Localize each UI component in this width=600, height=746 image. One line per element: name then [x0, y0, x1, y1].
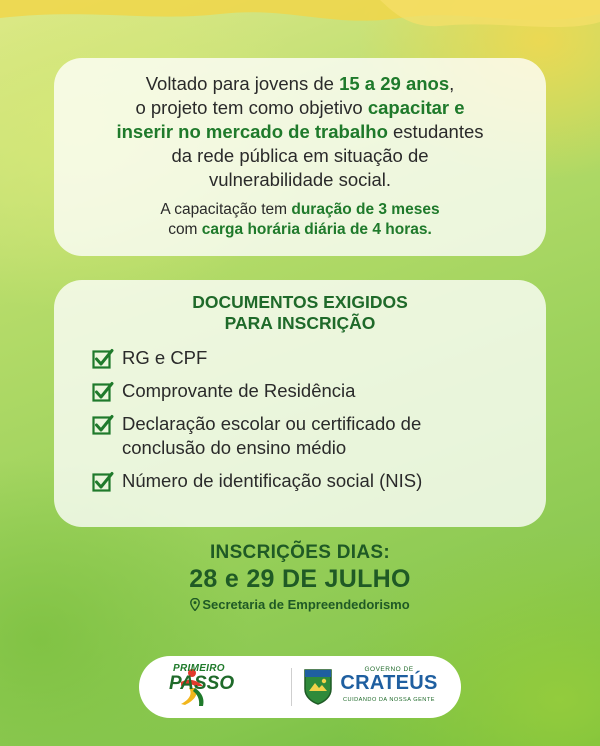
registration-title: INSCRIÇÕES DIAS:: [209, 542, 391, 563]
documents-card: [54, 280, 546, 527]
document-item: [92, 412, 532, 460]
intro-line-5: vulnerabilidade social.: [208, 169, 392, 190]
document-item: [92, 379, 532, 403]
intro-description: [54, 72, 546, 192]
registration-dates: 28 e 29 DE JULHO: [189, 565, 411, 593]
document-item-text: Comprovante de Residência: [122, 380, 356, 401]
logo-passo: PASSO: [169, 673, 235, 694]
logo-primeiro: PRIMEIRO: [173, 663, 225, 674]
document-item-text: RG e CPF: [122, 347, 208, 368]
document-item-text: conclusão do ensino médio: [122, 437, 347, 458]
logo-bar: [139, 656, 461, 718]
checkbox-checked-icon: [92, 414, 114, 436]
intro-line-4: da rede pública em situação de: [171, 145, 429, 166]
document-item: [92, 346, 532, 370]
crateus-shield-icon: [303, 667, 333, 705]
document-item: [92, 469, 532, 493]
document-item-text: Número de identificação social (NIS): [122, 470, 423, 491]
checkbox-checked-icon: [92, 381, 114, 403]
intro-line-2: o projeto tem como objetivo capacitar e: [135, 97, 465, 118]
intro-line-3: inserir no mercado de trabalho estudantes: [116, 121, 484, 142]
checkbox-checked-icon: [92, 348, 114, 370]
documents-list: [92, 346, 532, 502]
duration-line-1: A capacitação tem duração de 3 meses: [160, 201, 440, 218]
logo-crateus: CRATEÚS: [340, 672, 438, 694]
intro-line-1: Voltado para jovens de 15 a 29 anos,: [145, 73, 455, 94]
duration-line-2: com carga horária diária de 4 horas.: [168, 221, 432, 238]
logo-divider: [291, 668, 292, 706]
registration-location: Secretaria de Empreendedorismo: [0, 597, 600, 612]
intro-duration: [54, 200, 546, 240]
documents-title: DOCUMENTOS EXIGIDOS PARA INSCRIÇÃO: [192, 292, 408, 333]
document-item-text: Declaração escolar ou certificado de: [122, 413, 422, 434]
logo-crateus-tagline: CUIDANDO DA NOSSA GENTE: [342, 697, 435, 703]
checkbox-checked-icon: [92, 471, 114, 493]
top-wave-decoration: [0, 0, 600, 40]
intro-card: [54, 58, 546, 256]
logo-gov-label: GOVERNO DE: [364, 666, 414, 673]
location-pin-icon: [190, 598, 200, 611]
